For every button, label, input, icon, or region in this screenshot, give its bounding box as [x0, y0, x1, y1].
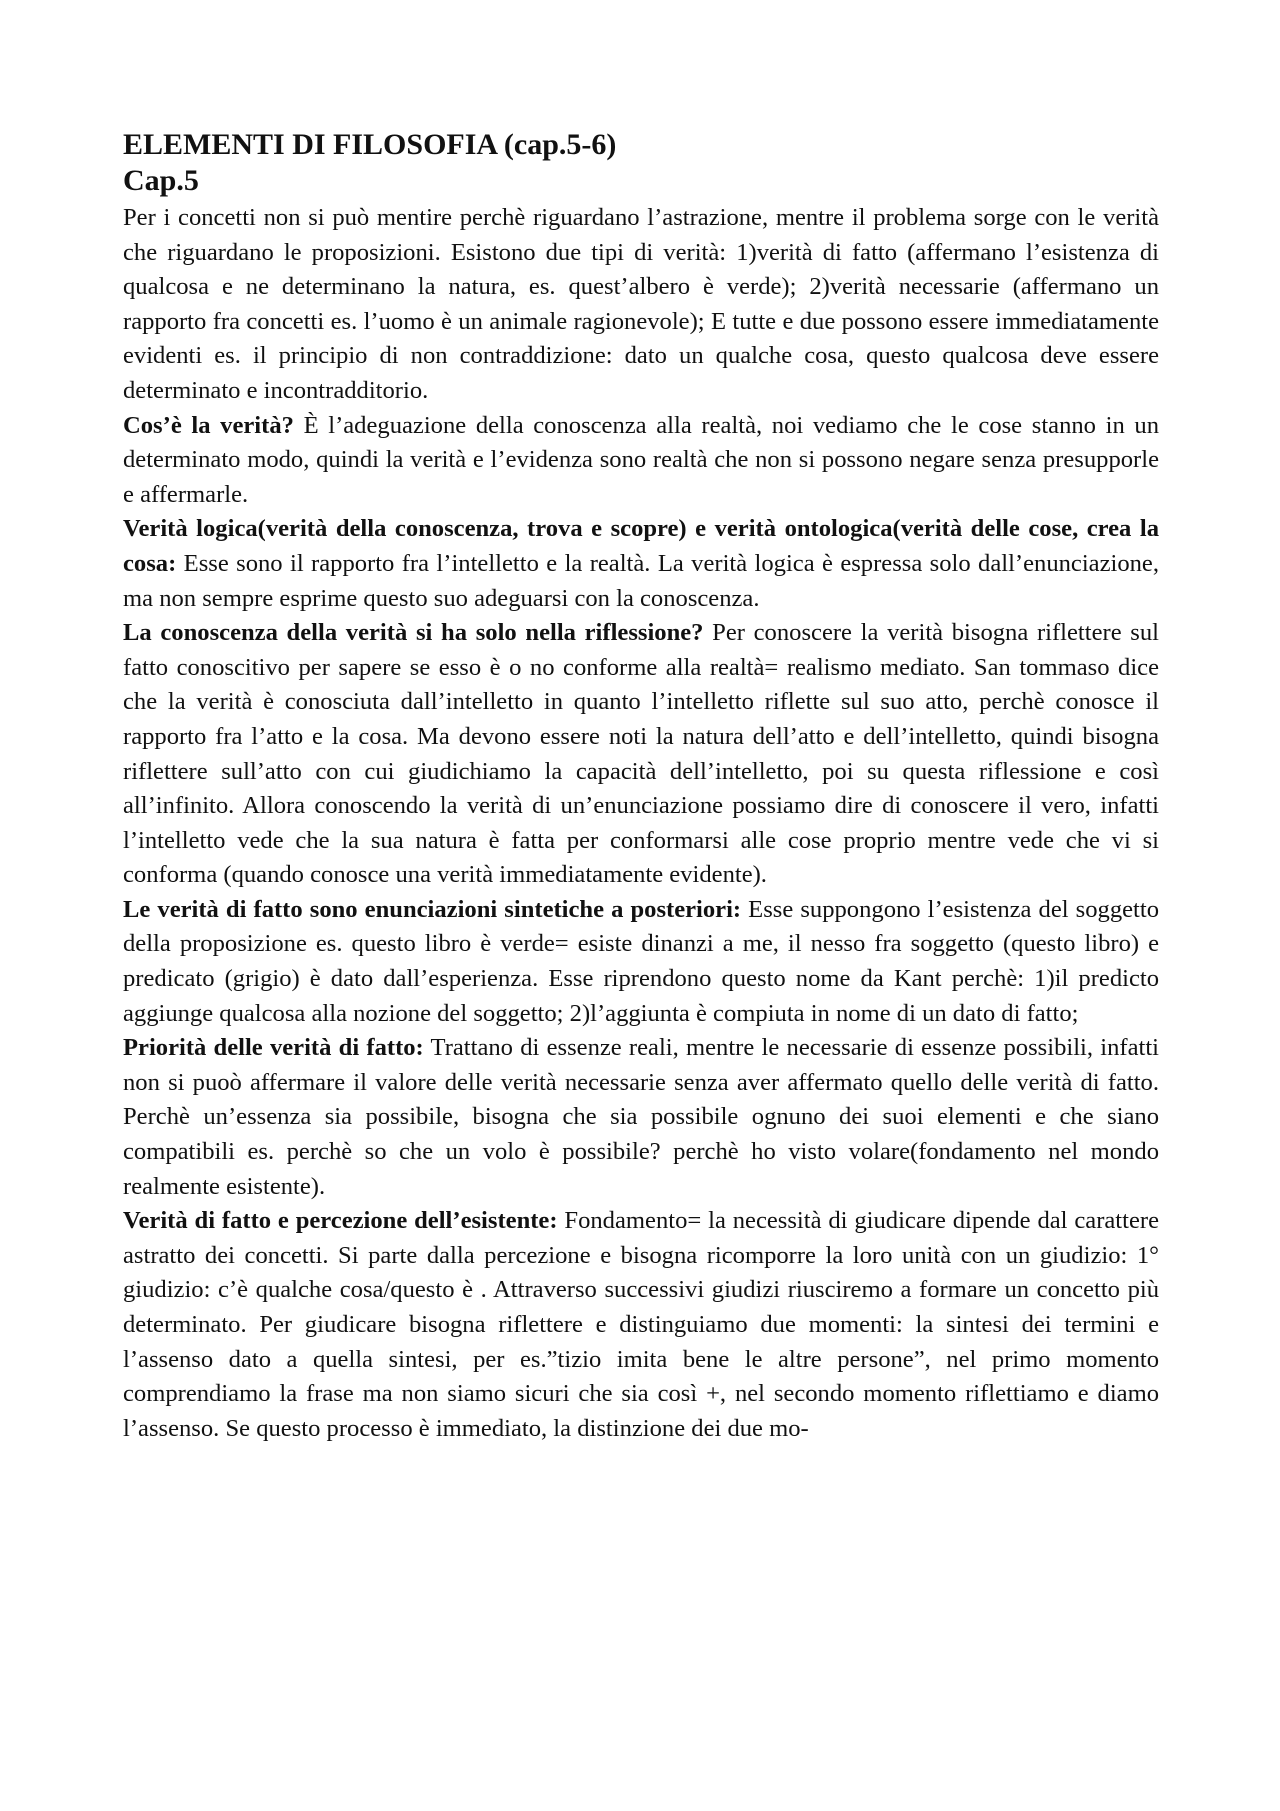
- section-paragraph: [123, 512, 1159, 616]
- section-body: È l’adeguazione della conoscenza alla realtà, noi vediamo che le cose stanno in un determinato modo, quindi la verità e l’evidenza sono realtà che non si possono negare senza presupporle e affermarle.: [123, 411, 1159, 508]
- section-heading: Verità logica(verità della conoscenza, trova e scopre) e verità ontologica(verità delle cose, crea la cosa:: [123, 515, 1159, 577]
- section-body: Fondamento= la necessità di giudicare dipende dal carattere astratto dei concetti. Si parte dalla percezione e bisogna ricomporre la loro unità con un giudizio: 1° giudizio: c’è qualche cosa/questo è . Attraverso successivi giudizi riusciremo a formare un concetto più determinato. Per giudicare bisogna riflettere e distinguiamo due momenti: la sintesi dei termini e l’assenso dato a quella sintesi, per es.”tizio imita bene le altre persone”, nel primo momento comprendiamo la frase ma non siamo sicuri che sia così +, nel secondo momento riflettiamo e diamo l’assenso. Se questo processo è immediato, la distinzione dei due mo-: [123, 1207, 1159, 1442]
- section-body: Per conoscere la verità bisogna riflettere sul fatto conoscitivo per sapere se esso è o no conforme alla realtà= realismo mediato. San tommaso dice che la verità è conosciuta dall’intelletto in quanto l’intelletto riflette sul suo atto, perchè conosce il rapporto fra l’atto e la cosa. Ma devono essere noti la natura dell’atto e dell’intelletto, quindi bisogna riflettere sull’atto con cui giudichiamo la capacità dell’intelletto, poi su questa riflessione e così all’infinito. Allora conoscendo la verità di un’enunciazione possiamo dire di conoscere il vero, infatti l’intelletto vede che la sua natura è fatta per conformarsi alle cose proprio mentre vede che vi si conforma (quando conosce una verità immediatamente evidente).: [123, 619, 1159, 889]
- section-heading: Priorità delle verità di fatto:: [123, 1034, 424, 1062]
- section-paragraph: [123, 1031, 1159, 1204]
- section-paragraph: [123, 1204, 1159, 1446]
- document-page: [123, 127, 1159, 1446]
- intro-paragraph: Per i concetti non si può mentire perchè riguardano l’astrazione, mentre il problema sorge con le verità che riguardano le proposizioni. Esistono due tipi di verità: 1)verità di fatto (affermano l’esistenza di qualcosa e ne determinano la natura, es. quest’albero è verde); 2)verità necessarie (affermano un rapporto fra concetti es. l’uomo è un animale ragionevole); E tutte e due possono essere immediatamente evidenti es. il principio di non contraddizione: dato un qualche cosa, questo qualcosa deve essere determinato e incontradditorio.: [123, 204, 1159, 404]
- document-title: ELEMENTI DI FILOSOFIA (cap.5-6): [123, 128, 617, 161]
- chapter-heading: Cap.5: [123, 164, 199, 197]
- section-heading: Le verità di fatto sono enunciazioni sintetiche a posteriori:: [123, 895, 742, 923]
- section-heading: Verità di fatto e percezione dell’esistente:: [123, 1207, 558, 1235]
- section-paragraph: [123, 893, 1159, 1031]
- section-heading: Cos’è la verità?: [123, 411, 294, 439]
- section-body: Trattano di essenze reali, mentre le necessarie di essenze possibili, infatti non si puoò affermare il valore delle verità necessarie senza aver affermato quello delle verità di fatto. Perchè un’essenza sia possibile, bisogna che sia possibile ognuno dei suoi elementi e che siano compatibili es. perchè so che un volo è possibile? perchè ho visto volare(fondamento nel mondo realmente esistente).: [123, 1034, 1159, 1200]
- section-heading: La conoscenza della verità si ha solo nella riflessione?: [123, 619, 704, 647]
- section-body: Esse suppongono l’esistenza del soggetto della proposizione es. questo libro è verde= esiste dinanzi a me, il nesso fra soggetto (questo libro) e predicato (grigio) è dato dall’esperienza. Esse riprendono questo nome da Kant perchè: 1)il predicto aggiunge qualcosa alla nozione del soggetto; 2)l’aggiunta è compiuta in nome di un dato di fatto;: [123, 895, 1159, 1027]
- section-paragraph: [123, 616, 1159, 893]
- section-paragraph: [123, 409, 1159, 513]
- section-body: Esse sono il rapporto fra l’intelletto e la realtà. La verità logica è espressa solo dall’enunciazione, ma non sempre esprime questo suo adeguarsi con la conoscenza.: [123, 549, 1159, 612]
